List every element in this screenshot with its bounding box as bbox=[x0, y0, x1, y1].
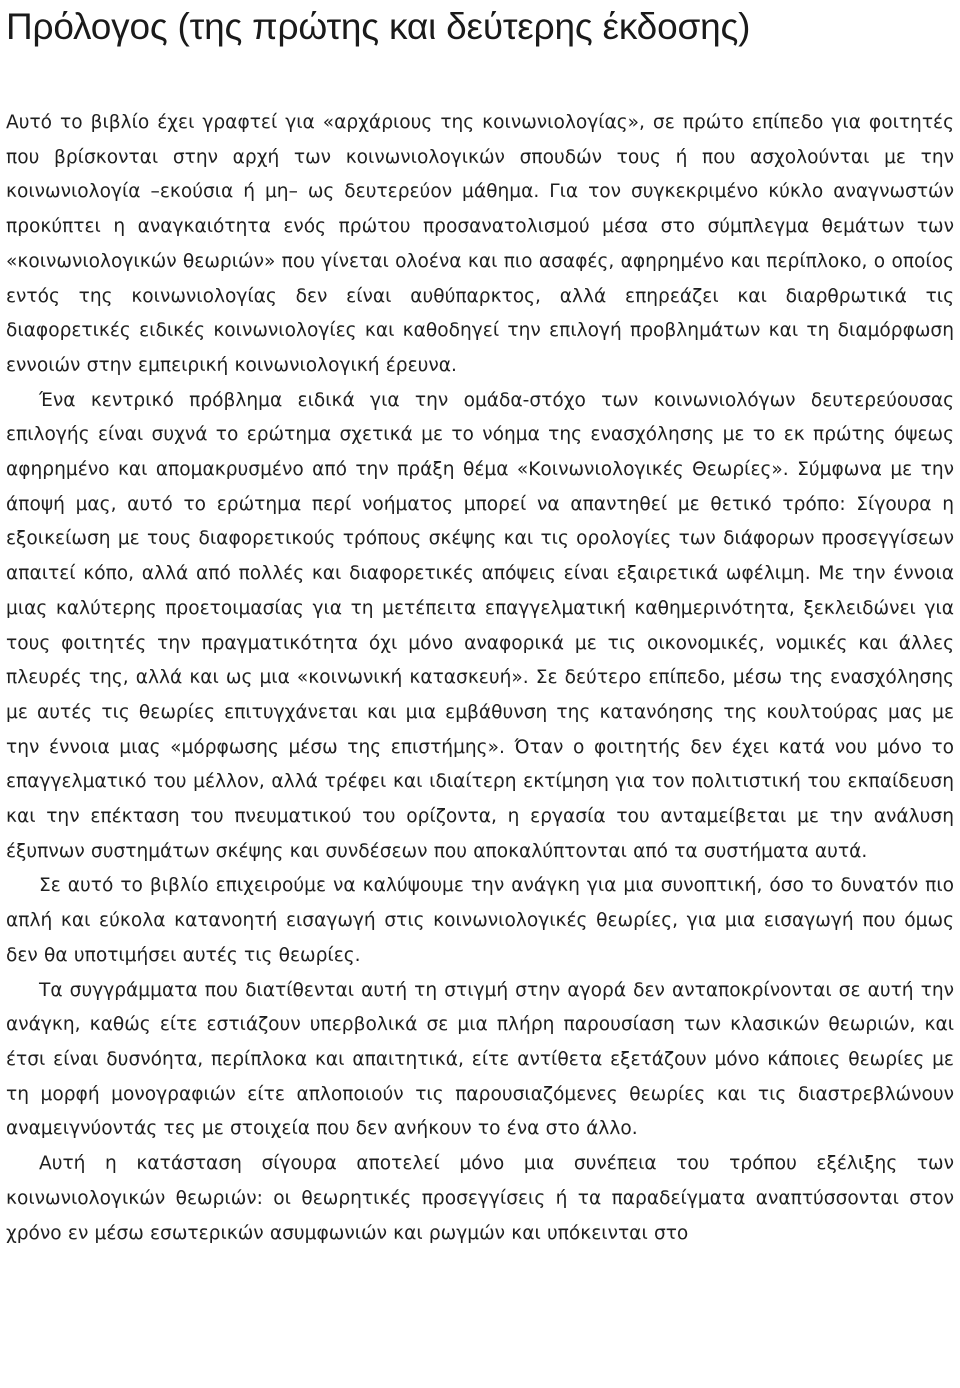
paragraph-2: Ένα κεντρικό πρόβλημα ειδικά για την ομάδα-στόχο των κοινωνιολόγων δευτερεύουσας επιλογής είναι συχνά το ερώτημα σχετικά με το νόημα της ενασχόλησης με το εκ πρώτης όψεως αφηρημένο και απομακρυσμένο από την πράξη θέμα «Κοινωνιολογικές Θεωρίες». Σύμφωνα με την άποψή μας, αυτό το ερώτημα περί νοήματος μπορεί να απαντηθεί με θετικό τρόπο: Σίγουρα η εξοικείωση με τους διαφορετικούς τρόπους σκέψης και τις ορολογίες των διάφορων προσεγγίσεων απαιτεί κόπο, αλλά από πολλές και διαφορετικές απόψεις είναι εξαιρετικά ωφέλιμη. Με την έννοια μιας καλύτερης προετοιμασίας για τη μετέπειτα επαγγελματική καθημερινότητα, ξεκλειδώνει για τους φοιτητές την πραγματικότητα όχι μόνο αναφορικά με τις οικονομικές, νομικές και άλλες πλευρές της, αλλά και ως μια «κοινωνική κατασκευή». Σε δεύτερο επίπεδο, μέσω της ενασχόλησης με αυτές τις θεωρίες επιτυγχάνεται και μια εμβάθυνση της κατανόησης της κουλτούρας μας με την έννοια μιας «μόρφωσης μέσω της επιστήμης». Όταν ο φοιτητής δεν έχει κατά νου μόνο το επαγγελματικό του μέλλον, αλλά τρέφει και ιδιαίτερη εκτίμηση για τον πολιτιστική του εκπαίδευση και την επέκταση του πνευματικού του ορίζοντα, η εργασία του ανταμείβεται με την ανάλυση έξυπνων συστημάτων σκέψης και συνδέσεων που αποκαλύπτονται από τα συστήματα αυτά. bbox=[6, 389, 954, 862]
paragraph-5: Αυτή η κατάσταση σίγουρα αποτελεί μόνο μια συνέπεια του τρόπου εξέλιξης των κοινωνιολογικών θεωριών: οι θεωρητικές προσεγγίσεις ή τα παραδείγματα αναπτύσσονται στον χρόνο εν μέσω εσωτερικών ασυμφωνιών και ρωγμών και υπόκεινται στο bbox=[6, 1153, 954, 1244]
page-title: Πρόλογος (της πρώτης και δεύτερης έκδοσης) bbox=[6, 6, 751, 47]
paragraph-1: Αυτό το βιβλίο έχει γραφτεί για «αρχάριους της κοινωνιολογίας», σε πρώτο επίπεδο για φοιτητές που βρίσκονται στην αρχή των κοινωνιολογικών σπουδών τους ή που ασχολούνται με την κοινωνιολογία –εκούσια ή μη– ως δευτερεύον μάθημα. Για τον συγκεκριμένο κύκλο αναγνωστών προκύπτει η αναγκαιότητα ενός πρώτου προσανατολισμού μέσα στο σύμπλεγμα θεμάτων των «κοινωνιολογικών θεωριών» που γίνεται ολοένα και πιο ασαφές, αφηρημένο και περίπλοκο, ο οποίος εντός της κοινωνιολογίας δεν είναι αυθύπαρκτος, αλλά επηρεάζει και διαρθρωτικά τις διαφορετικές ειδικές κοινωνιολογίες και καθοδηγεί την επιλογή προβλημάτων και τη διαμόρφωση εννοιών στην εμπειρική κοινωνιολογική έρευνα. bbox=[6, 112, 954, 376]
paragraph-3: Σε αυτό το βιβλίο επιχειρούμε να καλύψουμε την ανάγκη για μια συνοπτική, όσο το δυνατόν πιο απλή και εύκολα κατανοητή εισαγωγή στις κοινωνιολογικές θεωρίες, για μια εισαγωγή που όμως δεν θα υποτιμήσει αυτές τις θεωρίες. bbox=[6, 875, 954, 966]
body-text bbox=[6, 106, 954, 1251]
document-page bbox=[6, 0, 954, 1251]
paragraph-4: Τα συγγράμματα που διατίθενται αυτή τη στιγμή στην αγορά δεν ανταποκρίνονται σε αυτή την ανάγκη, καθώς είτε εστιάζουν υπερβολικά σε μια πλήρη παρουσίαση των κλασικών θεωριών, και έτσι είναι δυσνόητα, περίπλοκα και απαιτητικά, είτε αντίθετα εξετάζουν μόνο κάποιες θεωρίες με τη μορφή μονογραφιών είτε απλοποιούν τις παρουσιαζόμενες θεωρίες και τις διαστρεβλώνουν αναμειγνύοντάς τες με στοιχεία που δεν ανήκουν το ένα στο άλλο. bbox=[6, 979, 954, 1140]
